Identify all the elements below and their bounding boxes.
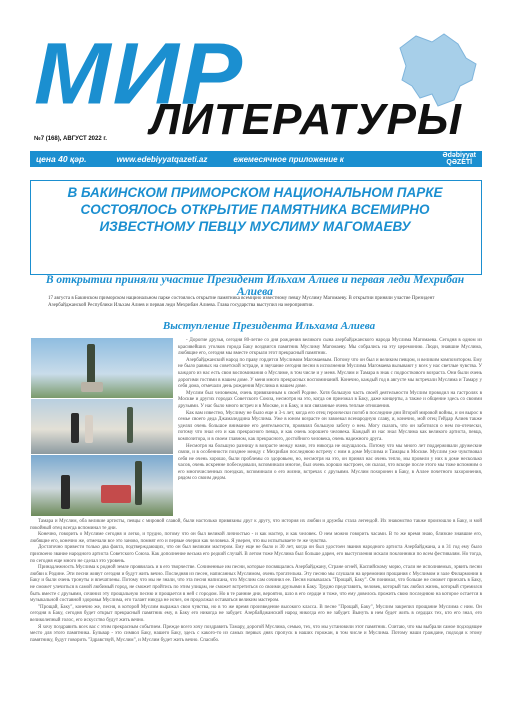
masthead [0, 0, 509, 150]
price-label: цена 40 қәр. [36, 154, 87, 164]
paragraph: Муслим был человеком, очень привязанным к своей Родине. Хотя большую часть своей деятельности Муслим проводил на гастролях в Москве и других городах Советского Союза, несмотря на это, когда он приезжал в Баку, даже концерты, а также и общение здесь со своими друзьями. У нас было много встреч и в Москве, и в Баку, и вся связанные очень теплые отношения. [178, 390, 482, 409]
monument-photo [31, 338, 173, 398]
paragraph: Азербайджанский народ по праву гордится Муслимом Магомаевым. Потому что он был и великим певцом, и великим композитором. Ему не было равных на советской эстраде, и звучание сегодня песни в исполнении Муслима Магомаева вызывают у всех у нас светлые чувства. У каждого из нас есть свои воспоминания о Муслиме, в том числе и у меня. Муслим и Тамара в знак с подросткового возраста. Они были очень дорогими гостями в нашем доме. У меня много прекрасных воспоминаний. Конечно, каждый год в августе мы встречали Муслима и Тамару у себя дома, отмечали день рождения Муслима в нашем доме. [178, 357, 482, 390]
article-lead: 17 августа в Бакинском приморском национальном парке состоялось открытие памятника всемирно известному певцу Муслиму Магомаеву. В открытии приняли участие Президент Азербайджанской Республики Ильхам Алиев и первая леди Мехрибан Алиева. Глава государства выступил на мероприятии. [48, 296, 435, 308]
article-headline: В БАКИНСКОМ ПРИМОРСКОМ НАЦИОНАЛЬНОМ ПАРКЕ СОСТОЯЛОСЬ ОТКРЫТИЕ ПАМЯТНИКА ВСЕМИРНО ИЗВЕСТНОМУ ПЕВЦУ МУСЛИМУ МАГОМАЕВУ [67, 185, 443, 234]
article-subhead: В открытии приняли участие Президент Ильхам Алиев и первая леди Мехрибан Алиева [45, 274, 465, 298]
paragraph: Тамара и Муслим, оба великие артисты, певцы с мировой славой, были настолько привязаны друг к другу, что история их любви и дружбы стала легендой. Их знакомство также произошло в Баку, и мой покойный отец всегда вспоминал те дни. [30, 519, 482, 531]
article-column [178, 338, 482, 483]
paragraph: Как вам известно, Муслиму не было еще и 3-х лет, когда его отец героически погиб в последние дни Второй мировой войны, и он вырос в семье своего деда Джамаледдина Муслима. Уже в юном возрасте он завоевал всенародную славу, и, конечно, мой отец Гейдар Алиев также уделял очень большое внимание его деятельности, проявлял большую заботу о нем. Могу сказать, что он заботился о нем по-отечески, потому что знал его и как прекрасного певца, и как очень хорошего человека. Каждый из нас знал Муслима как великого артиста, певца, композитора, и в своем главном, как прекрасного, достойного человека, очень надежного друга. [178, 410, 482, 442]
paragraph: Конечно, говорить о Муслиме сегодня и легко, и трудно, потому что он был великой личностью - и как мастер, и как человек. О нем можно говорить часами. В то же время знаю, близкие знавшие его, любящие его, конечно же, отмечали все это заново, помнят его и первые очерки как человека. Я уверен, что вы испытываете те же чувства. [30, 532, 482, 544]
ceremony-photo [31, 399, 173, 454]
issue-number: №7 (168), АВГУСТ 2022 г. [34, 136, 107, 142]
paragraph: - Дорогие друзья, сегодня 80-летие со дня рождения великого сына азербайджанского народа Муслима Магомаева. Сегодня в одном из красивейших уголков города Баку воздвигся памятник Муслиму Магомаеву. Мы собрались на эту церемонию. Люди, знавшие Муслима, любящие его, сегодня мы вместе открыли этот прекрасный памятник. [178, 338, 482, 357]
paragraph: Достаточно привести только два факта, подтверждающих, что он был великим мастером. Ему еще не было и 30 лет, когда он был удостоен звания народного артиста Азербайджана, а в 31 год ему было присвоено звание народного артиста Советского Союза. Как дополнение весьма его редкий случай. В летом тоже Муслима был больше дарен, его выступления искали поклонники по всем фестивалям. Но тогда, по сегодня еще много не сделал это уровень. [30, 545, 482, 564]
newspaper-title-bottom: ЛИТЕРАТУРЫ [150, 95, 463, 144]
logo-top-text: Ədəbiyyat [442, 152, 476, 159]
article-body [30, 519, 482, 644]
newspaper-title-top: МИР [34, 25, 245, 123]
paragraph: "Прощай, Баку", конечно же, песня, в которой Муслим выражал свои чувства, но в то же время произведение высокого класса. В песне "Прощай, Баку", Муслим закрепил прощание Муслима с ним. Он сегодня в Баку, сегодня будет открыт прекрасный памятник ему, в Баку его никогда не забудет. Азербайджанский народ никогда его не забудет. Вынуть в нем будет жить в сердцах тех, кто его знал, его великолепный голос, его искусство будут жить вечно. [30, 604, 482, 623]
logo-bottom-text: QƏZETİ [446, 159, 473, 166]
info-bar [30, 151, 482, 167]
website-link[interactable]: www.edebiyyatqazeti.az [116, 154, 208, 164]
paragraph: Принадлежность Муслима к родной земле проявилась и в его творчестве. Сочиненные им песни, которые посвящались Азербайджану, Стране огней, Каспийскому морю, стали не исполняемых, эрвить песни любви к Родине. Эти песни живут сегодня и будут жить вечно. Последняя из песен, написанных Муслимом, очень трогательна. Эту песню мы слушали на церемонии прощания с Муслимом и зале Филармонии в Баку и были очень тронуты и впечатлены. Потому что мы не знали, что эта песня написана, что Муслим сам сочинил ее. Песня называлась "Прощай, Баку". Он понимал, что больше не сможет приехать в Баку, не сможет улечиться в самой любимый город, не сможет пройтись по этим улицам, не сможет встретиться со своими друзьями в Баку. Трудно представить, человек, который так любил жизнь, который стремился быть вместе с друзьями, сочинил эту прощальную песню и прощается в ней с городом. Но в те ранние дни, вероятно, шло в его сердце и тоже, что ему довелось прожить свою последнюю на которое остается в музыкальной составной здоровья Муслима, его талант никуда не исчез, он продолжал оставаться великим мастером. [30, 565, 482, 604]
supplement-label: ежемесячное приложение к [233, 154, 344, 164]
section-title: Выступление Президента Ильхама Алиева [162, 320, 376, 332]
parent-paper-logo [443, 152, 476, 166]
wreath-photo [31, 455, 173, 516]
paragraph: Я хочу поздравить всех вас с этим прекрасным событием. Прежде всего хочу поздравить Тамару, дорогой Муслима, семью, тех, что мы установили этот памятник. Считаю, что мы выбрали самое подходящее место для этого памятника. Бульвар - это символ Баку, нашего Баку, здесь с какого-то из самых первых днях пропуск в наших горожан, в том числе и Муслима. Потому наши граждане, подходя к этому памятнику, будут говорить "Здравствуй, Муслим", и Муслим будет жить вечно. Спасибо. [30, 624, 482, 643]
paragraph: Несмотря на большую разницу в возрасте между нами, это никогда не ощущалось. Потому что мы много лет поддерживали дружеские связи, и в особенности позднее между с Мехрибан последнюю встречу с ним в доме Муслима и Тамары в Москве. Муслим уже чувствовал себя не очень хорошо, были проблемы со здоровьем, но, несмотря на это, он принял нас очень тепло, мы провели у них в доме несколько часов, очень искренне побеседовали, вспоминали многое, был очень хорошо настроен, он сказал, что вскоре после этого мы тоже вспомним о его многочисленных поездках, вспоминали о его жизни, встречах с друзьями. Муслим похоронен в Баку, в Аллее почетного захоронения, рядом со своим дедом. [178, 443, 482, 482]
